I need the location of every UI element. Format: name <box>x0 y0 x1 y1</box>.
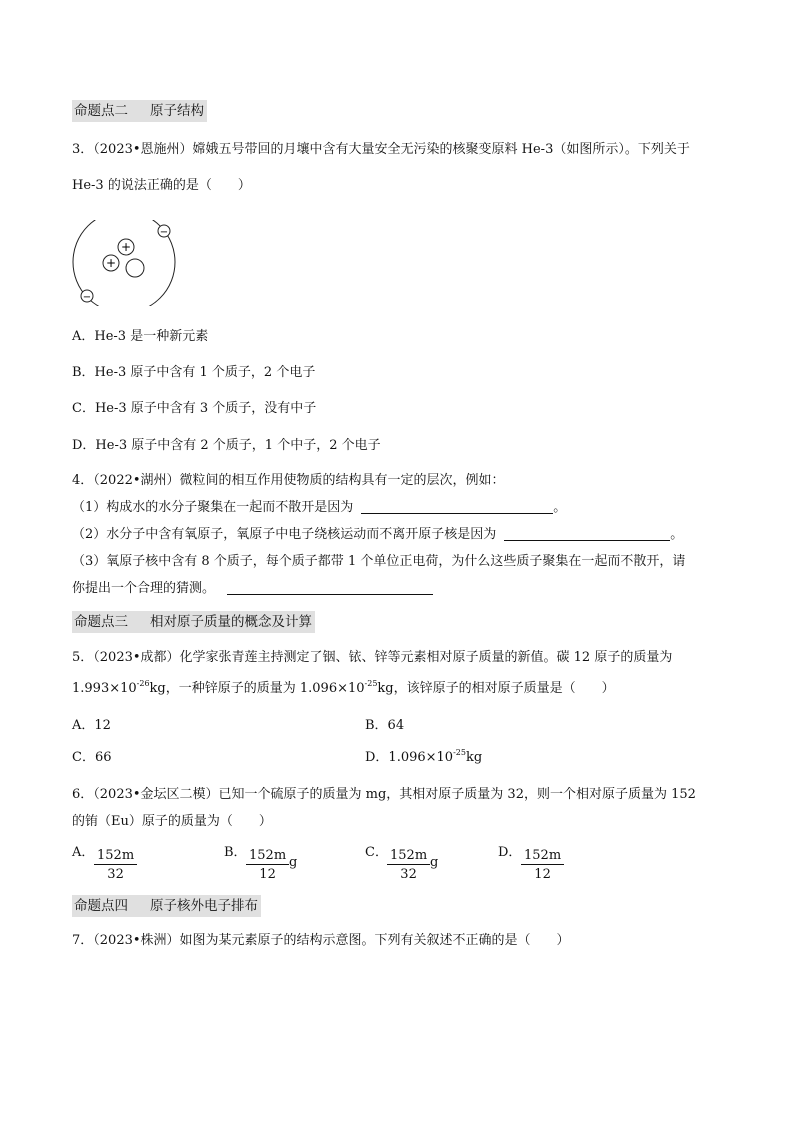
q4-part2-blank[interactable] <box>504 526 670 541</box>
q6-option-d-fraction <box>521 848 564 884</box>
q5-stem-line2 <box>72 680 615 698</box>
q4-part3-line1: （3）氧原子核中含有 8 个质子，每个质子都带 1 个单位正电荷，为什么这些质子聚集在一起而不散开，请 <box>72 554 686 569</box>
q4-part1-end: 。 <box>553 500 567 515</box>
section-label: 命题点四 <box>74 898 128 914</box>
q5-option-c: C．66 <box>72 750 112 765</box>
q4-part3-text: 你提出一个合理的猜测。 <box>72 581 216 596</box>
q4-part1 <box>72 499 566 517</box>
q5-option-a: A．12 <box>72 718 111 733</box>
q6-option-c-fraction <box>387 848 430 884</box>
q7-stem: 7．（2023•株洲）如图为某元素原子的结构示意图。下列有关叙述不正确的是（ ） <box>72 933 570 948</box>
q5-zinc-mass: kg，一种锌原子的质量为 1.096×10 <box>149 681 365 696</box>
q6-option-d-label: D． <box>498 845 522 860</box>
fraction-numerator: 152m <box>521 848 564 865</box>
q4-part3-line2 <box>72 580 433 598</box>
q3-option-b: B．He-3 原子中含有 1 个质子，2 个电子 <box>72 365 316 380</box>
q3-option-a: A．He-3 是一种新元素 <box>72 329 209 344</box>
proton-2-sign: + <box>105 256 117 270</box>
fraction-denominator: 32 <box>400 867 417 882</box>
q5-option-d-value: D．1.096×10 <box>365 750 454 765</box>
section-title: 原子结构 <box>150 103 204 119</box>
q4-part2-text: （2）水分子中含有氧原子，氧原子中电子绕核运动而不离开原子核是因为 <box>72 527 497 542</box>
fraction-denominator: 12 <box>259 867 276 882</box>
q6-stem-line1: 6．（2023•金坛区二模）已知一个硫原子的质量为 mg，其相对原子质量为 32，则一个相对原子质量为 152 <box>72 787 696 802</box>
q4-part3-blank[interactable] <box>227 580 433 595</box>
fraction-numerator: 152m <box>94 848 137 865</box>
q3-option-d: D．He-3 原子中含有 2 个质子，1 个中子，2 个电子 <box>72 438 381 453</box>
q3-stem-line1: 3．（2023•恩施州）嫦娥五号带回的月壤中含有大量安全无污染的核聚变原料 He-3（如图所示）。下列关于 <box>72 142 690 157</box>
q5-carbon-mass: 1.993×10 <box>72 681 137 696</box>
fraction-numerator: 152m <box>246 848 289 865</box>
section-header-relative-atomic-mass <box>72 611 315 633</box>
q4-part2-end: 。 <box>670 527 684 542</box>
q4-part1-text: （1）构成水的水分子聚集在一起而不散开是因为 <box>72 500 354 515</box>
q6-option-c-label: C． <box>365 845 388 860</box>
q6-option-b-fraction <box>246 848 289 884</box>
q5-exponent-1: -26 <box>136 679 150 688</box>
q6-option-c-unit: g <box>430 855 439 870</box>
section-label: 命题点二 <box>74 103 128 119</box>
q5-stem-line1: 5．（2023•成都）化学家张青莲主持测定了铟、铱、锌等元素相对原子质量的新值。碳 12 原子的质量为 <box>72 650 673 665</box>
q4-part2 <box>72 526 683 544</box>
q6-option-a-label: A． <box>72 845 95 860</box>
q4-part1-blank[interactable] <box>361 499 553 514</box>
q3-stem-line2: He-3 的说法正确的是（ ） <box>72 178 251 193</box>
section-header-atomic-structure <box>72 100 207 122</box>
q5-exponent-2: -25 <box>364 679 378 688</box>
q6-option-b-label: B． <box>224 845 247 860</box>
he3-atom-diagram <box>68 220 184 306</box>
section-title: 相对原子质量的概念及计算 <box>150 614 312 630</box>
fraction-numerator: 152m <box>387 848 430 865</box>
section-label: 命题点三 <box>74 614 128 630</box>
section-title: 原子核外电子排布 <box>150 898 258 914</box>
fraction-denominator: 32 <box>107 867 124 882</box>
q5-option-d-unit: kg <box>465 750 483 765</box>
q6-stem-line2: 的铕（Eu）原子的质量为（ ） <box>72 814 272 829</box>
q4-stem: 4．（2022•湖州）微粒间的相互作用使物质的结构具有一定的层次，例如： <box>72 473 505 488</box>
proton-1-sign: + <box>120 240 132 254</box>
q5-option-d-exponent: -25 <box>453 748 466 757</box>
electron-1-sign: − <box>159 227 169 238</box>
q5-question: kg，该锌原子的相对原子质量是（ ） <box>377 681 615 696</box>
electron-2-sign: − <box>82 292 92 303</box>
q6-option-a-fraction <box>94 848 137 884</box>
neutron <box>126 259 144 277</box>
q5-option-d <box>365 749 482 767</box>
q6-option-b-unit: g <box>289 855 298 870</box>
fraction-denominator: 12 <box>534 867 551 882</box>
section-header-electron-arrangement <box>72 895 261 917</box>
q5-option-b: B．64 <box>365 718 405 733</box>
q3-option-c: C．He-3 原子中含有 3 个质子，没有中子 <box>72 401 317 416</box>
